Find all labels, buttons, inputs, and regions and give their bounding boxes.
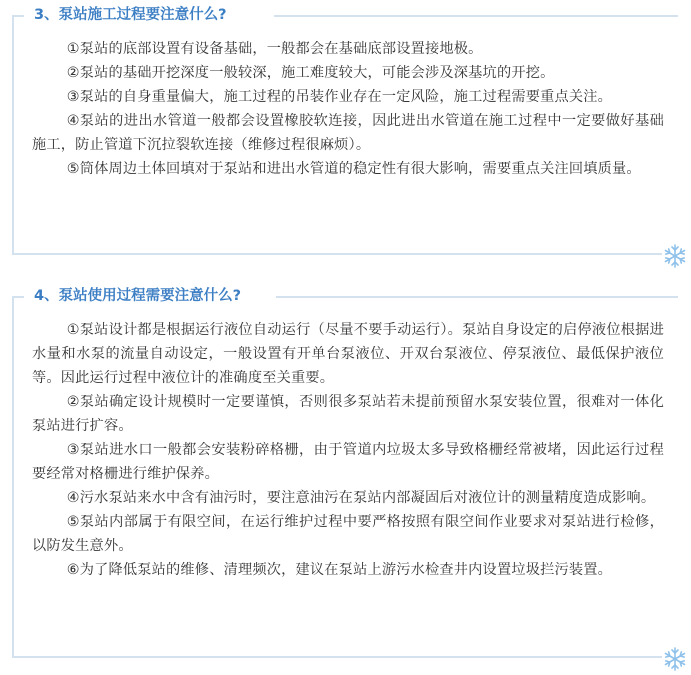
section-operation [12, 288, 678, 658]
section-body [32, 37, 664, 181]
paragraph: ③泵站的自身重量偏大，施工过程的吊装作业存在一定风险，施工过程需要重点关注。 [66, 89, 613, 105]
section-title: 4、泵站使用过程需要注意什么? [34, 287, 245, 305]
section-top-border-right [274, 15, 678, 17]
section-body [32, 318, 664, 582]
snowflake-icon [662, 243, 688, 269]
section-title: 3、泵站施工过程要注意什么? [34, 6, 231, 24]
paragraph: ④泵站的进出水管道一般都会设置橡胶软连接，因此进出水管道在施工过程中一定要做好基础施工，防止管道下沉拉裂软连接（维修过程很麻烦）。 [32, 113, 664, 153]
paragraph: ⑥为了降低泵站的维修、清理频次，建议在泵站上游污水检查井内设置垃圾拦污装置。 [66, 562, 613, 578]
paragraph: ⑤筒体周边土体回填对于泵站和进出水管道的稳定性有很大影响，需要重点关注回填质量。 [66, 161, 641, 177]
paragraph: ①泵站的底部设置有设备基础，一般都会在基础底部设置接地极。 [66, 41, 483, 57]
section-top-border-left [12, 296, 24, 298]
paragraph: ①泵站设计都是根据运行液位自动运行（尽量不要手动运行）。泵站自身设定的启停液位根据进水量和水泵的流量自动设定，一般设置有开单台泵液位、开双台泵液位、停泵液位、最低保护液位等。因此运行过程中液位计的准确度至关重要。 [32, 322, 664, 386]
paragraph: ②泵站的基础开挖深度一般较深，施工难度较大，可能会涉及深基坑的开挖。 [66, 65, 555, 81]
paragraph: ③泵站进水口一般都会安装粉碎格栅，由于管道内垃圾太多导致格栅经常被堵，因此运行过程要经常对格栅进行维护保养。 [32, 442, 664, 482]
section-construction [12, 7, 678, 255]
section-top-border-left [12, 15, 24, 17]
section-top-border-right [276, 296, 678, 298]
paragraph: ④污水泵站来水中含有油污时，要注意油污在泵站内部凝固后对液位计的测量精度造成影响。 [66, 490, 656, 506]
paragraph: ②泵站确定设计规模时一定要谨慎，否则很多泵站若未提前预留水泵安装位置，很难对一体化泵站进行扩容。 [32, 394, 664, 434]
paragraph: ⑤泵站内部属于有限空间，在运行维护过程中要严格按照有限空间作业要求对泵站进行检修，以防发生意外。 [32, 514, 664, 554]
snowflake-icon [662, 646, 688, 672]
